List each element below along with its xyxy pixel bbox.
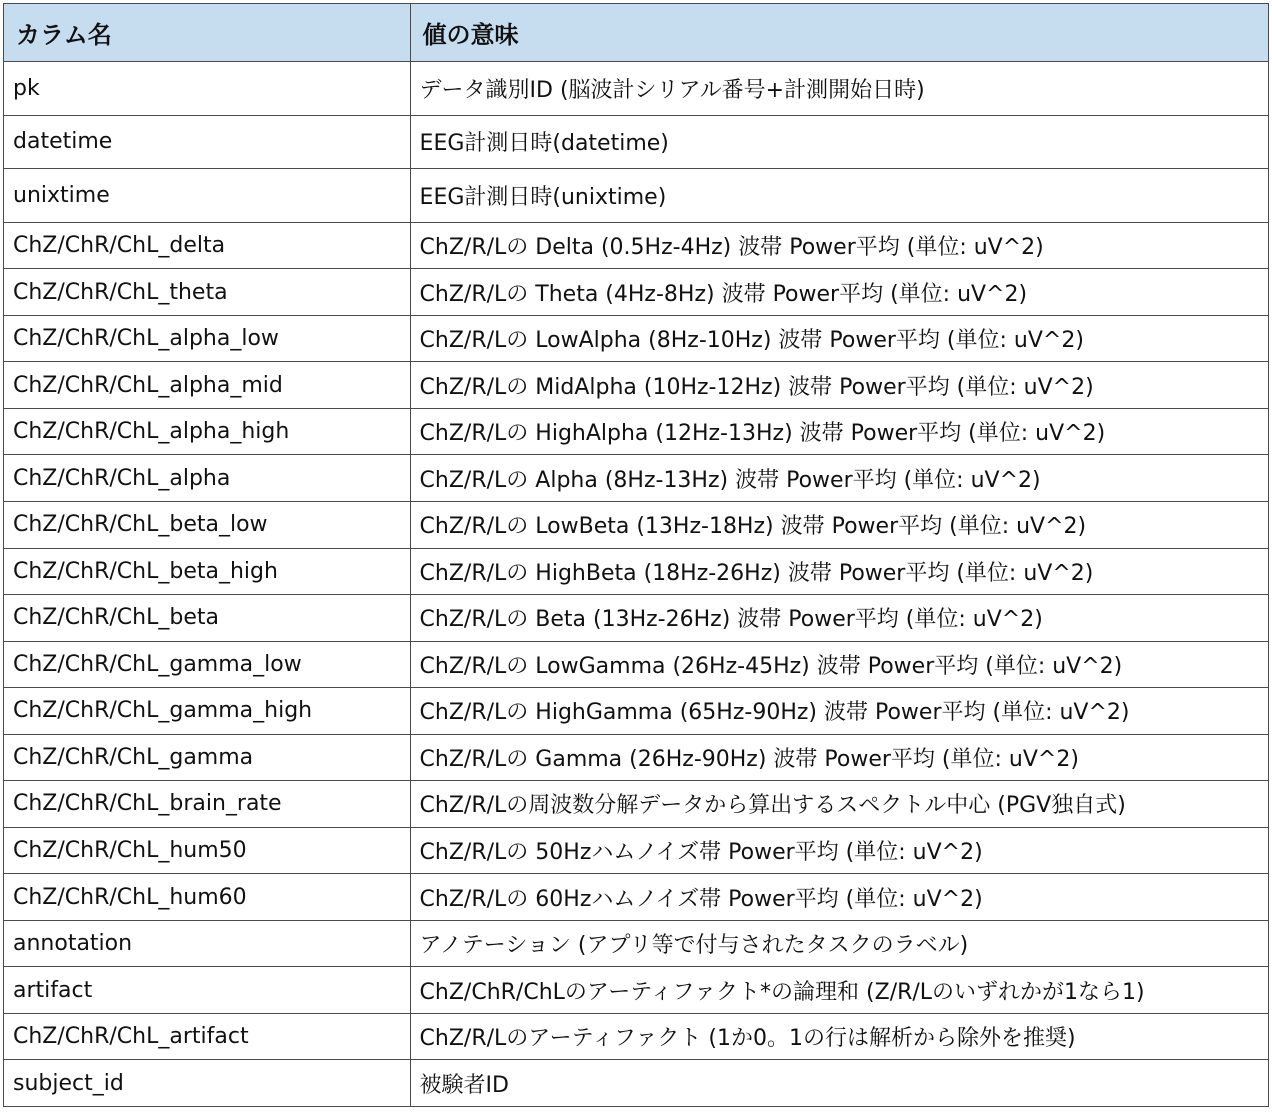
meaning-cell: データ識別ID (脳波計シリアル番号+計測開始日時): [410, 62, 1268, 116]
column-name-cell: unixtime: [4, 169, 411, 223]
meaning-cell: ChZ/R/Lの LowBeta (13Hz-18Hz) 波帯 Power平均 (単位: uV^2): [410, 502, 1268, 549]
column-name-cell: ChZ/ChR/ChL_hum50: [4, 827, 411, 874]
header-meaning: 値の意味: [410, 4, 1268, 62]
column-name-cell: datetime: [4, 115, 411, 169]
meaning-cell: ChZ/R/Lのアーティファクト (1か0。1の行は解析から除外を推奨): [410, 1013, 1268, 1060]
header-row: [4, 4, 1269, 62]
table-row: [4, 115, 1269, 169]
table-row: [4, 688, 1269, 735]
meaning-cell: EEG計測日時(unixtime): [410, 169, 1268, 223]
meaning-cell: ChZ/R/Lの LowGamma (26Hz-45Hz) 波帯 Power平均 (単位: uV^2): [410, 641, 1268, 688]
table-row: [4, 595, 1269, 642]
table-row: [4, 169, 1269, 223]
table-row: [4, 455, 1269, 502]
column-name-cell: ChZ/ChR/ChL_alpha_mid: [4, 362, 411, 409]
column-name-cell: subject_id: [4, 1060, 411, 1107]
column-name-cell: ChZ/ChR/ChL_theta: [4, 269, 411, 316]
column-name-cell: ChZ/ChR/ChL_artifact: [4, 1013, 411, 1060]
table-row: [4, 548, 1269, 595]
column-name-cell: ChZ/ChR/ChL_hum60: [4, 874, 411, 921]
column-name-cell: ChZ/ChR/ChL_alpha: [4, 455, 411, 502]
column-name-cell: artifact: [4, 967, 411, 1014]
table-row: [4, 408, 1269, 455]
meaning-cell: ChZ/R/Lの Theta (4Hz-8Hz) 波帯 Power平均 (単位: uV^2): [410, 269, 1268, 316]
meaning-cell: ChZ/R/Lの Delta (0.5Hz-4Hz) 波帯 Power平均 (単位: uV^2): [410, 222, 1268, 269]
table-row: [4, 827, 1269, 874]
table-body: [4, 62, 1269, 1107]
meaning-cell: EEG計測日時(datetime): [410, 115, 1268, 169]
column-name-cell: ChZ/ChR/ChL_gamma_low: [4, 641, 411, 688]
table-row: [4, 362, 1269, 409]
table-row: [4, 269, 1269, 316]
column-name-cell: ChZ/ChR/ChL_alpha_low: [4, 315, 411, 362]
meaning-cell: ChZ/R/Lの HighAlpha (12Hz-13Hz) 波帯 Power平均 (単位: uV^2): [410, 408, 1268, 455]
column-name-cell: ChZ/ChR/ChL_brain_rate: [4, 781, 411, 828]
table-row: [4, 62, 1269, 116]
table-row: [4, 874, 1269, 921]
table-row: [4, 967, 1269, 1014]
column-name-cell: annotation: [4, 920, 411, 967]
table-row: [4, 920, 1269, 967]
table-row: [4, 734, 1269, 781]
column-name-cell: ChZ/ChR/ChL_gamma_high: [4, 688, 411, 735]
meaning-cell: ChZ/R/Lの HighBeta (18Hz-26Hz) 波帯 Power平均 (単位: uV^2): [410, 548, 1268, 595]
meaning-cell: ChZ/R/Lの 60Hzハムノイズ帯 Power平均 (単位: uV^2): [410, 874, 1268, 921]
header-column-name: カラム名: [4, 4, 411, 62]
column-name-cell: ChZ/ChR/ChL_delta: [4, 222, 411, 269]
column-name-cell: ChZ/ChR/ChL_gamma: [4, 734, 411, 781]
meaning-cell: ChZ/R/Lの HighGamma (65Hz-90Hz) 波帯 Power平均 (単位: uV^2): [410, 688, 1268, 735]
table-row: [4, 1013, 1269, 1060]
table-row: [4, 781, 1269, 828]
meaning-cell: 被験者ID: [410, 1060, 1268, 1107]
meaning-cell: ChZ/R/Lの 50Hzハムノイズ帯 Power平均 (単位: uV^2): [410, 827, 1268, 874]
column-name-cell: ChZ/ChR/ChL_beta_low: [4, 502, 411, 549]
meaning-cell: ChZ/R/Lの LowAlpha (8Hz-10Hz) 波帯 Power平均 (単位: uV^2): [410, 315, 1268, 362]
meaning-cell: ChZ/R/Lの Beta (13Hz-26Hz) 波帯 Power平均 (単位: uV^2): [410, 595, 1268, 642]
column-name-cell: ChZ/ChR/ChL_beta: [4, 595, 411, 642]
table-row: [4, 502, 1269, 549]
meaning-cell: ChZ/R/Lの MidAlpha (10Hz-12Hz) 波帯 Power平均 (単位: uV^2): [410, 362, 1268, 409]
table-row: [4, 222, 1269, 269]
column-name-cell: pk: [4, 62, 411, 116]
table-row: [4, 641, 1269, 688]
meaning-cell: アノテーション (アプリ等で付与されたタスクのラベル): [410, 920, 1268, 967]
table-row: [4, 1060, 1269, 1107]
meaning-cell: ChZ/R/Lの Gamma (26Hz-90Hz) 波帯 Power平均 (単位: uV^2): [410, 734, 1268, 781]
column-name-cell: ChZ/ChR/ChL_alpha_high: [4, 408, 411, 455]
table-row: [4, 315, 1269, 362]
meaning-cell: ChZ/ChR/ChLのアーティファクト*の論理和 (Z/R/Lのいずれかが1なら1): [410, 967, 1268, 1014]
meaning-cell: ChZ/R/Lの周波数分解データから算出するスペクトル中心 (PGV独自式): [410, 781, 1268, 828]
meaning-cell: ChZ/R/Lの Alpha (8Hz-13Hz) 波帯 Power平均 (単位: uV^2): [410, 455, 1268, 502]
column-definition-table: [3, 3, 1269, 1107]
column-name-cell: ChZ/ChR/ChL_beta_high: [4, 548, 411, 595]
